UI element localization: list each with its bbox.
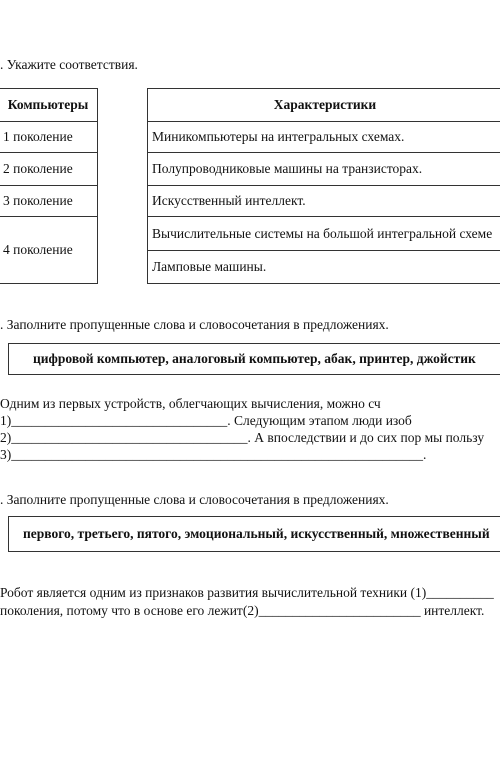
characteristic-cell: Искусственный интеллект. (148, 186, 500, 217)
characteristics-table-header: Характеристики (148, 89, 500, 122)
task2-text-line: 2)___________________________________. А впоследствии и до сих пор мы пользу (0, 430, 485, 445)
generation-cell: 3 поколение (0, 186, 98, 217)
generation-cell: 1 поколение (0, 122, 98, 153)
task2-text-line: Одним из первых устройств, облегчающих вычисления, можно сч (0, 396, 381, 411)
task3-text-line: Робот является одним из признаков развития вычислительной техники (1)__________ (0, 585, 494, 600)
characteristic-cell: Вычислительные системы на большой интегральной схеме (148, 217, 500, 251)
task3-text-line: поколения, потому что в основе его лежит(2)________________________ интеллект. (0, 603, 485, 618)
computers-table-header: Компьютеры (0, 89, 98, 122)
task2-text-line: 3)_____________________________________________________________. (0, 447, 427, 462)
characteristics-table (147, 88, 500, 284)
characteristic-cell: Ламповые машины. (148, 251, 500, 284)
task2-word-bank: цифровой компьютер, аналоговый компьютер, абак, принтер, джойстик (8, 343, 500, 375)
generation-cell: 2 поколение (0, 153, 98, 186)
task2-text-line: 1)________________________________. Следующим этапом люди изоб (0, 413, 412, 428)
characteristic-cell: Полупроводниковые машины на транзисторах. (148, 153, 500, 186)
task2-heading: . Заполните пропущенные слова и словосочетания в предложениях. (0, 317, 389, 332)
computers-table (0, 88, 98, 284)
generation-cell: 4 поколение (0, 217, 98, 284)
task1-heading: . Укажите соответствия. (0, 57, 138, 72)
task3-word-bank: первого, третьего, пятого, эмоциональный, искусственный, множественный (8, 516, 500, 552)
characteristic-cell: Миникомпьютеры на интегральных схемах. (148, 122, 500, 153)
task3-heading: . Заполните пропущенные слова и словосочетания в предложениях. (0, 492, 389, 507)
